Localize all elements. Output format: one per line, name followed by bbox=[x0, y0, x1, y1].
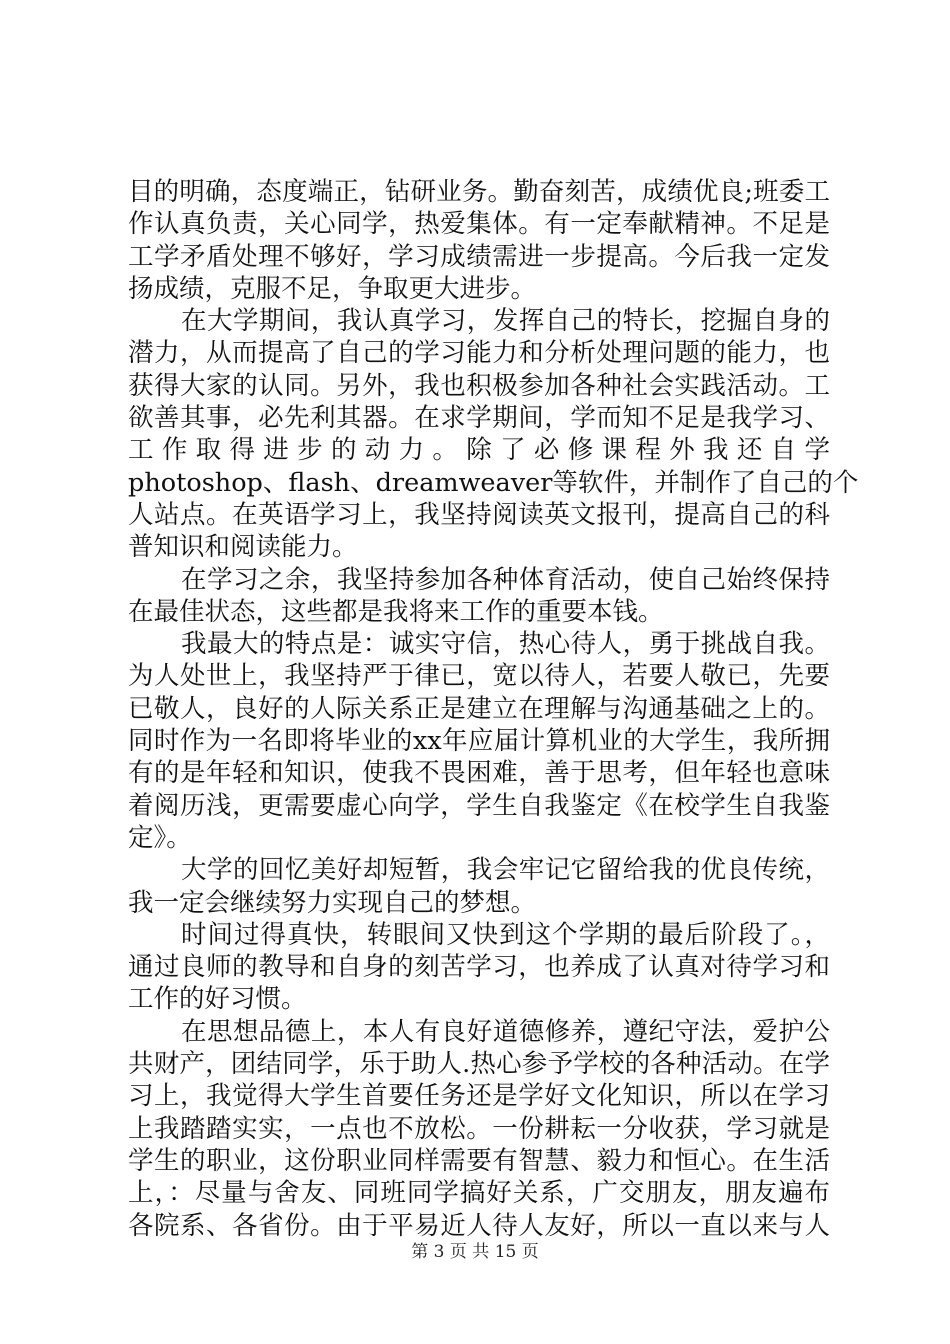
text-line: 扬成绩，克服不足，争取更大进步。 bbox=[128, 273, 537, 304]
text-line: 在最佳状态，这些都是我将来工作的重要本钱。 bbox=[128, 596, 664, 627]
text-line: 我最大的特点是：诚实守信，热心待人，勇于挑战自我。 bbox=[181, 629, 830, 660]
text-line: 上，：尽量与舍友、同班同学搞好关系，广交朋友，朋友遍布 bbox=[128, 1178, 830, 1209]
text-line: 普知识和阅读能力。 bbox=[128, 532, 358, 563]
text-line: 有的是年轻和知识，使我不畏困难，善于思考，但年轻也意味 bbox=[128, 758, 830, 789]
text-line: 欲善其事，必先利其器。在求学期间，学而知不足是我学习、 bbox=[128, 403, 830, 434]
text-line: photoshop、flash、dreamweaver等软件，并制作了自己的个 bbox=[128, 467, 859, 498]
text-line: 潜力，从而提高了自己的学习能力和分析处理问题的能力，也 bbox=[128, 338, 830, 369]
text-line: 各院系、各省份。由于平易近人待人友好，所以一直以来与人 bbox=[128, 1210, 830, 1241]
text-line: 定》。 bbox=[128, 822, 192, 853]
text-line: 学生的职业，这份职业同样需要有智慧、毅力和恒心。在生活 bbox=[128, 1145, 830, 1176]
text-line: 在大学期间，我认真学习，发挥自己的特长，挖掘自身的 bbox=[181, 306, 830, 337]
text-line: 人站点。在英语学习上，我坚持阅读英文报刊，提高自己的科 bbox=[128, 499, 830, 530]
text-line: 目的明确，态度端正，钻研业务。勤奋刻苦，成绩优良;班委工 bbox=[128, 177, 830, 207]
text-line: 习上，我觉得大学生首要任务还是学好文化知识，所以在学习 bbox=[128, 1081, 830, 1112]
page-footer: 第 3 页 共 15 页 bbox=[411, 1242, 539, 1262]
text-line: 为人处世上，我坚持严于律已，宽以待人，若要人敬已，先要 bbox=[128, 661, 830, 692]
text-line: 工作的好习惯。 bbox=[128, 984, 307, 1015]
text-line: 在学习之余，我坚持参加各种体育活动，使自己始终保持 bbox=[181, 564, 830, 595]
text-line: 已敬人，良好的人际关系正是建立在理解与沟通基础之上的。 bbox=[128, 693, 830, 724]
text-line: 我一定会继续努力实现自己的梦想。 bbox=[128, 887, 537, 918]
text-line: 同时作为一名即将毕业的xx年应届计算机业的大学生，我所拥 bbox=[128, 726, 830, 757]
text-line: 工学矛盾处理不够好，学习成绩需进一步提高。今后我一定发 bbox=[128, 241, 830, 272]
text-line: 上我踏踏实实，一点也不放松。一份耕耘一分收获，学习就是 bbox=[128, 1113, 830, 1144]
text-line: 着阅历浅，更需要虚心向学，学生自我鉴定《在校学生自我鉴 bbox=[128, 790, 830, 821]
text-line: 在思想品德上，本人有良好道德修养，遵纪守法，爱护公 bbox=[181, 1016, 830, 1047]
document-body bbox=[128, 176, 859, 1242]
text-line: 作认真负责，关心同学，热爱集体。有一定奉献精神。不足是 bbox=[128, 209, 830, 240]
text-line: 获得大家的认同。另外，我也积极参加各种社会实践活动。工 bbox=[128, 370, 830, 401]
text-line: 共财产，团结同学，乐于助人.热心参予学校的各种活动。在学 bbox=[128, 1049, 830, 1080]
text-line: 时间过得真快，转眼间又快到这个学期的最后阶段了。， bbox=[181, 919, 830, 950]
text-line: 大学的回忆美好却短暂，我会牢记它留给我的优良传统， bbox=[181, 855, 830, 886]
text-line: 工作取得进步的动力。除了必修课程外我还自学 bbox=[128, 435, 830, 466]
text-line: 通过良师的教导和自身的刻苦学习，也养成了认真对待学习和 bbox=[128, 952, 830, 983]
